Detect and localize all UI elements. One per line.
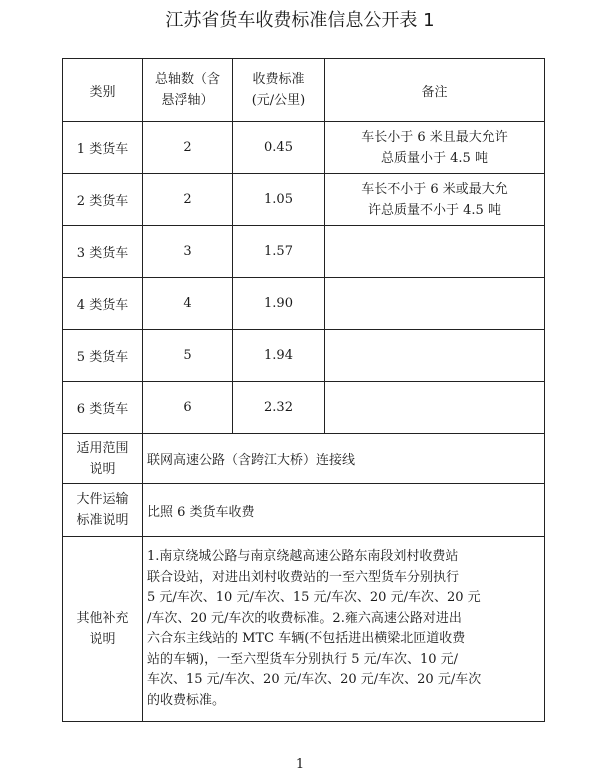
notes-row [63,537,545,722]
scope-label-line2: 说明 [89,461,116,477]
row-category: 2 类货车 [63,174,143,226]
table-row [63,122,545,174]
row-remark [325,122,545,174]
remark-line1: 车长小于 6 米且最大允许 [361,129,508,145]
notes-line: 六合东主线站的 MTC 车辆(不包括进出横梁北匝道收费 [147,631,466,646]
remark-line2: 总质量小于 4.5 吨 [381,150,488,166]
oversize-label-line1: 大件运输 [76,492,129,507]
header-remark: 备注 [325,59,545,122]
scope-row [63,434,545,484]
table-row [63,382,545,434]
table-row [63,174,545,226]
header-rate-line1: 收费标准 [252,72,305,87]
notes-line: 车次、15 元/车次、20 元/车次、20 元/车次、20 元/车次 [147,672,482,687]
row-rate: 0.45 [233,122,325,174]
remark-line2: 许总质量不小于 4.5 吨 [368,202,501,218]
row-category: 5 类货车 [63,330,143,382]
header-category: 类别 [63,59,143,122]
table-header-row [63,59,545,122]
header-axles [143,59,233,122]
row-category: 3 类货车 [63,226,143,278]
oversize-label-line2: 标准说明 [76,513,129,528]
oversize-label [63,484,143,537]
row-axles: 3 [143,226,233,278]
toll-standard-table [62,58,545,722]
notes-line: /车次、20 元/车次的收费标准。2.雍六高速公路对进出 [147,610,462,626]
oversize-row [63,484,545,537]
row-rate: 1.94 [233,330,325,382]
header-rate-line2: (元/公里) [251,93,306,108]
row-remark-empty [325,330,545,382]
row-category: 1 类货车 [63,122,143,174]
header-axles-line2: 悬浮轴） [161,93,214,108]
notes-label-line1: 其他补充 [76,611,129,626]
notes-line: 5 元/车次、10 元/车次、15 元/车次、20 元/车次、20 元 [147,590,481,605]
table-row [63,278,545,330]
header-rate [233,59,325,122]
row-axles: 6 [143,382,233,434]
row-remark-empty [325,382,545,434]
oversize-value: 比照 6 类货车收费 [143,484,545,537]
row-rate: 1.57 [233,226,325,278]
table-row [63,330,545,382]
row-category: 4 类货车 [63,278,143,330]
document-title: 江苏省货车收费标准信息公开表 1 [165,10,435,31]
row-rate: 2.32 [233,382,325,434]
notes-line: 1.南京绕城公路与南京绕越高速公路东南段刘村收费站 [147,549,459,564]
scope-label-line1: 适用范围 [76,440,129,456]
row-remark-empty [325,226,545,278]
row-remark [325,174,545,226]
row-axles: 5 [143,330,233,382]
row-axles: 4 [143,278,233,330]
notes-line: 联合设站，对进出刘村收费站的一至六型货车分别执行 [147,569,460,585]
notes-label [63,537,143,722]
header-axles-line1: 总轴数（含 [154,72,220,87]
row-rate: 1.05 [233,174,325,226]
scope-label [63,434,143,484]
row-rate: 1.90 [233,278,325,330]
notes-value [143,537,545,722]
row-category: 6 类货车 [63,382,143,434]
row-axles: 2 [143,174,233,226]
row-axles: 2 [143,122,233,174]
scope-value: 联网高速公路（含跨江大桥）连接线 [143,434,545,484]
remark-line1: 车长不小于 6 米或最大允 [361,181,508,197]
page-number: 1 [295,757,305,772]
notes-line: 站的车辆)，一至六型货车分别执行 5 元/车次、10 元/ [147,651,459,667]
table-row [63,226,545,278]
notes-label-line2: 说明 [89,632,116,647]
row-remark-empty [325,278,545,330]
notes-line: 的收费标准。 [147,692,226,708]
